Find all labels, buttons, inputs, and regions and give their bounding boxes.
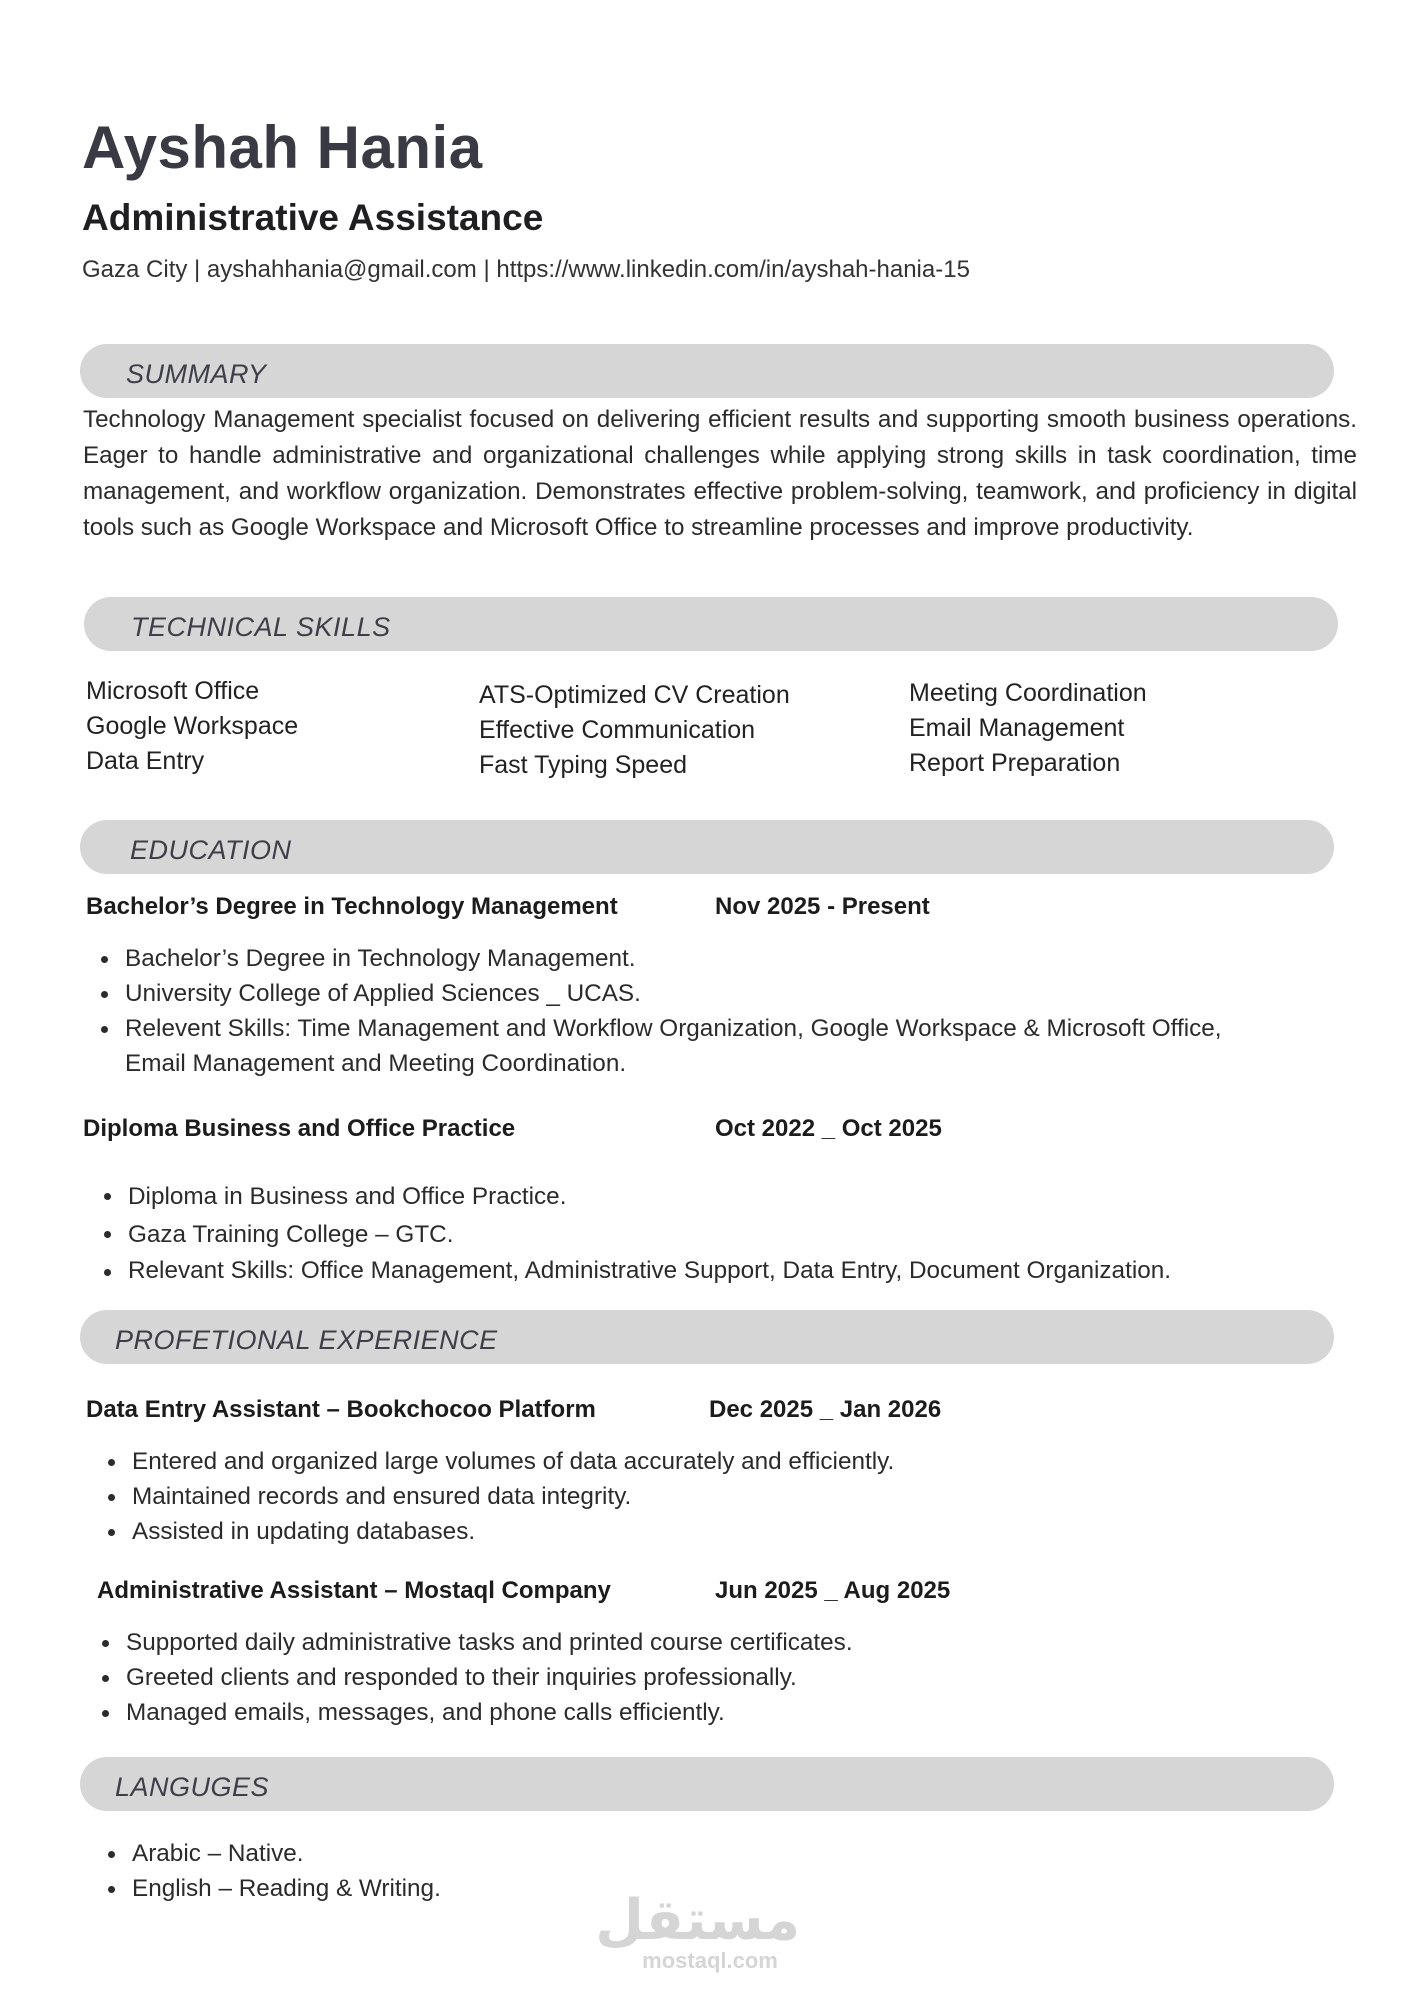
list-item: Bachelor’s Degree in Technology Management. (125, 941, 1285, 976)
skill-item: ATS-Optimized CV Creation (479, 681, 790, 709)
experience-role: Data Entry Assistant – Bookchocoo Platform (86, 1396, 596, 1423)
skill-item: Data Entry (86, 747, 205, 775)
languages-section-bar (80, 1757, 1334, 1811)
mostaql-watermark (595, 1888, 800, 1974)
experience-dates: Dec 2025 _ Jan 2026 (709, 1396, 942, 1423)
education-degree: Diploma Business and Office Practice (83, 1115, 516, 1142)
languages-section-title: LANGUGES (115, 1772, 270, 1802)
skill-item: Microsoft Office (86, 677, 260, 705)
skill-item: Email Management (909, 714, 1125, 742)
watermark-arabic-logo: مستقل (595, 1888, 800, 1951)
list-item: Managed emails, messages, and phone calls efficiently. (126, 1695, 1286, 1730)
list-item: Gaza Training College – GTC. (128, 1216, 1368, 1254)
skill-item: Report Preparation (909, 749, 1121, 777)
summary-section-title: SUMMARY (126, 359, 267, 389)
skill-item: Meeting Coordination (909, 679, 1147, 707)
experience-section-title: PROFETIONAL EXPERIENCE (115, 1325, 498, 1355)
education-bullet-list (86, 1178, 1368, 1287)
list-item: Arabic – Native. (132, 1836, 932, 1871)
watermark-domain: mostaql.com (642, 1948, 778, 1973)
education-section-title: EDUCATION (130, 835, 292, 865)
job-title: Administrative Assistance (82, 197, 544, 238)
list-item: Entered and organized large volumes of data accurately and efficiently. (132, 1444, 1292, 1479)
skills-section-title: TECHNICAL SKILLS (131, 612, 391, 642)
summary-text: Technology Management specialist focused on delivering efficient results and supporting smooth business operations. Eager to handle administrative and organizational challenges while applying strong skills in task coordination, time management, and workflow organization. Demonstrates effective problem-solving, teamwork, and proficiency in digital tools such as Google Workspace and Microsoft Office to streamline processes and improve productivity. (83, 406, 1357, 541)
education-dates: Nov 2025 - Present (715, 893, 930, 920)
education-bullet-list (83, 941, 1285, 1081)
experience-section-bar (80, 1310, 1334, 1364)
experience-bullet-list (90, 1444, 1292, 1549)
contact-line: Gaza City | ayshahhania@gmail.com | https://www.linkedin.com/in/ayshah-hania-15 (82, 256, 970, 283)
skills-section-bar (84, 597, 1338, 651)
experience-role: Administrative Assistant – Mostaql Company (97, 1577, 611, 1604)
candidate-name: Ayshah Hania (82, 114, 483, 181)
list-item: Diploma in Business and Office Practice. (128, 1178, 1368, 1216)
skill-item: Effective Communication (479, 716, 756, 744)
list-item: Supported daily administrative tasks and printed course certificates. (126, 1625, 1286, 1660)
summary-section-bar (80, 344, 1334, 398)
list-item: Maintained records and ensured data integrity. (132, 1479, 1292, 1514)
skill-item: Google Workspace (86, 712, 299, 740)
education-section-bar (80, 820, 1334, 874)
list-item: Relevant Skills: Office Management, Administrative Support, Data Entry, Document Organization. (128, 1254, 1368, 1287)
list-item: University College of Applied Sciences _ UCAS. (125, 976, 1285, 1011)
experience-bullet-list (84, 1625, 1286, 1730)
list-item: English – Reading & Writing. (132, 1871, 932, 1906)
skill-item: Fast Typing Speed (479, 751, 688, 779)
experience-dates: Jun 2025 _ Aug 2025 (715, 1577, 951, 1604)
education-degree: Bachelor’s Degree in Technology Management (86, 893, 618, 920)
languages-list (90, 1836, 932, 1906)
list-item: Greeted clients and responded to their inquiries professionally. (126, 1660, 1286, 1695)
list-item: Relevent Skills: Time Management and Workflow Organization, Google Workspace & Microsoft Office, Email Management and Meeting Coordination. (125, 1011, 1285, 1081)
list-item: Assisted in updating databases. (132, 1514, 1292, 1549)
education-dates: Oct 2022 _ Oct 2025 (715, 1115, 942, 1142)
